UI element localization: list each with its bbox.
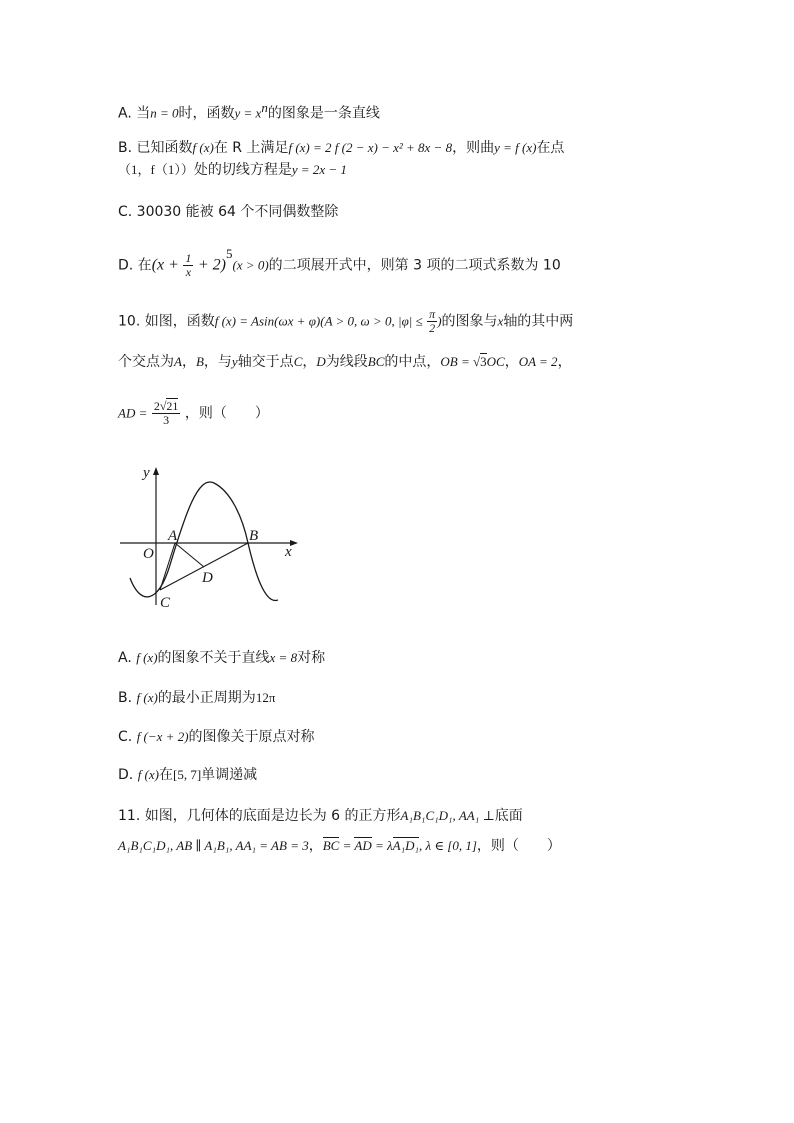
q10-d-fx: f (x) (137, 767, 159, 782)
q10-line2 (118, 352, 572, 372)
q9-option-b-line2 (118, 160, 347, 180)
q10-func: f (x) = Asin(ωx + φ) (214, 313, 321, 329)
q10-pi-fraction (427, 308, 437, 335)
q9-d-expr-close: + 2) (197, 256, 226, 274)
sqrt-icon: √ (159, 399, 167, 413)
q10-cond-close: ) (437, 313, 442, 329)
q9-b-prefix: B. 已知函数 (118, 140, 193, 156)
q9-d-fraction (183, 252, 193, 279)
q10-l2-t2: ， (181, 354, 196, 370)
q10-l2-y: y (231, 354, 238, 369)
q10-l2-t6: 为线段 (325, 354, 368, 370)
q9-d-frac-den: x (185, 265, 192, 280)
q11-prefix: 11. 如图，几何体的底面是边长为 6 的正方形 (118, 808, 401, 824)
q10-l3-den: 3 (163, 413, 170, 427)
q9-a-mid: 时，函数 (178, 105, 235, 122)
q10-l2-ob: OB = (440, 354, 473, 369)
q10-b-mid: 的最小正周期为 (157, 690, 256, 706)
q10-l2-t1: 个交点为 (118, 354, 174, 370)
q10-l2-C: C (293, 354, 303, 369)
q10-suffix: 轴的其中两 (503, 313, 574, 330)
q10-l2-t4: 轴交于点 (237, 354, 294, 370)
q10-l2-t7: 的中点， (384, 354, 441, 370)
label-x: x (285, 544, 292, 560)
q10-l2-sqrt3: 3 (480, 354, 487, 369)
q10-option-b (118, 688, 275, 708)
q10-c-prefix: C. (118, 729, 137, 745)
q10-l2-B: B (195, 354, 204, 369)
q10-l2-BC: BC (367, 354, 385, 369)
q9-a-suffix: 的图象是一条直线 (267, 105, 380, 122)
q9-a-func: y = x (234, 105, 262, 121)
y-axis-arrow-icon (153, 467, 159, 475)
q9-a-prefix: A. 当 (118, 105, 151, 122)
q9-d-suffix: 的二项展开式中，则第 3 项的二项式系数为 10 (268, 257, 561, 274)
label-D: D (202, 570, 213, 586)
segment-AD (175, 543, 204, 567)
q9-d-frac-num: 1 (185, 251, 192, 266)
q9-d-power: 5 (225, 246, 233, 261)
q10-l2-t3: ，与 (203, 354, 232, 370)
q9-option-a (118, 98, 380, 124)
q10-option-c (118, 727, 315, 747)
q10-c-fx: f (−x + 2) (136, 729, 189, 744)
q11-vector-bc: BC (322, 838, 340, 853)
q10-prefix: 10. 如图，函数 (118, 313, 215, 330)
q10-l3-ad: AD = (118, 405, 148, 421)
q10-line3 (118, 400, 269, 427)
q9-a-exponent: n (261, 100, 268, 115)
q10-a-mid: 的图象不关于直线 (157, 650, 270, 666)
q9-b-tangent: y = 2x − 1 (291, 162, 347, 177)
q10-pi-den: 2 (429, 321, 436, 335)
q9-d-prefix: D. 在 (118, 257, 152, 274)
q9-a-condition: n = 0 (150, 105, 179, 121)
q10-d-interval: [5, 7] (172, 767, 202, 782)
label-C: C (160, 595, 171, 611)
q10-a-fx: f (x) (136, 650, 158, 665)
q10-l2-oc: OC (486, 354, 505, 369)
q10-b-fx: f (x) (136, 690, 158, 705)
q10-a-prefix: A. (118, 650, 137, 666)
q9-option-d (118, 246, 561, 280)
q9-d-condition: (x > 0) (232, 257, 269, 273)
q10-b-val: 12π (255, 690, 276, 705)
q11-eq2: = λ (371, 838, 393, 853)
q9-b-mid2: ，则曲 (452, 140, 495, 156)
q11-line2 (118, 836, 561, 856)
q9-option-b-line1 (118, 138, 564, 158)
q10-d-suffix: 单调递减 (201, 767, 258, 783)
q11-suffix: 底面 (494, 808, 523, 824)
q9-b-curve: y = f (x) (494, 140, 537, 155)
q11-sep: ， (308, 838, 323, 854)
q9-b-fx: f (x) (192, 140, 214, 155)
q10-cond-open: (A > 0, ω > 0, |φ| ≤ (320, 313, 423, 329)
q9-option-c: C. 30030 能被 64 个不同偶数整除 (118, 204, 339, 220)
q9-b-point: （1，f（1）） (118, 162, 194, 177)
q10-l3-num: 2 (153, 399, 160, 413)
q10-l2-D: D (316, 354, 326, 369)
label-O: O (143, 546, 154, 562)
q10-l3-suffix: ，则（ ） (184, 405, 269, 422)
q9-b2-mid: 处的切线方程是 (193, 162, 292, 178)
q11-base: A₁B₁C₁D₁, AB ∥ A₁B₁, AA₁ = AB = 3 (118, 838, 309, 853)
q10-l2-t5: ， (302, 354, 317, 370)
q10-l3-fraction (152, 400, 181, 427)
q10-a-suffix: 对称 (297, 650, 326, 666)
q11-vector-a1d1: A₁D₁ (392, 838, 420, 853)
q11-vector-ad: AD (354, 838, 372, 853)
q10-d-mid: 在 (158, 767, 173, 783)
q10-mid: 的图象与 (441, 313, 498, 330)
q10-var-x: x (497, 313, 504, 329)
q9-d-expr-open: (x + (151, 256, 179, 274)
sqrt-icon: √ (472, 354, 481, 369)
q10-option-a (118, 648, 325, 668)
label-y: y (143, 465, 150, 481)
q10-pi-num: π (429, 307, 436, 321)
q10-line1 (118, 308, 573, 335)
q9-b-equation: f (x) = 2 f (2 − x) − x² + 8x − 8 (288, 140, 453, 155)
q9-b-suffix: 在点 (536, 140, 565, 156)
q10-l2-t9: ， (557, 354, 572, 370)
q10-c-suffix: 的图像关于原点对称 (188, 729, 315, 745)
q11-line1 (118, 806, 523, 826)
q11-square: A₁B₁C₁D₁, AA₁ ⊥ (400, 808, 495, 823)
q10-figure (110, 455, 310, 615)
q10-b-prefix: B. (118, 690, 137, 706)
q10-l2-t8: ， (504, 354, 519, 370)
q10-l3-sqrt21: 21 (166, 399, 179, 413)
q9-b-mid1: 在 R 上满足 (213, 140, 289, 156)
q11-eq1: = (339, 838, 355, 853)
q11-lambda: , λ ∈ [0, 1] (419, 838, 477, 853)
q10-l2-A: A (174, 354, 182, 369)
q10-d-prefix: D. (118, 767, 138, 783)
q10-a-line: x = 8 (269, 650, 298, 665)
q11-l2-suffix: ，则（ ） (476, 838, 561, 854)
q10-l2-oa: OA = 2 (518, 354, 558, 369)
q10-option-d (118, 765, 257, 785)
label-A: A (168, 528, 178, 544)
label-B: B (249, 528, 259, 544)
